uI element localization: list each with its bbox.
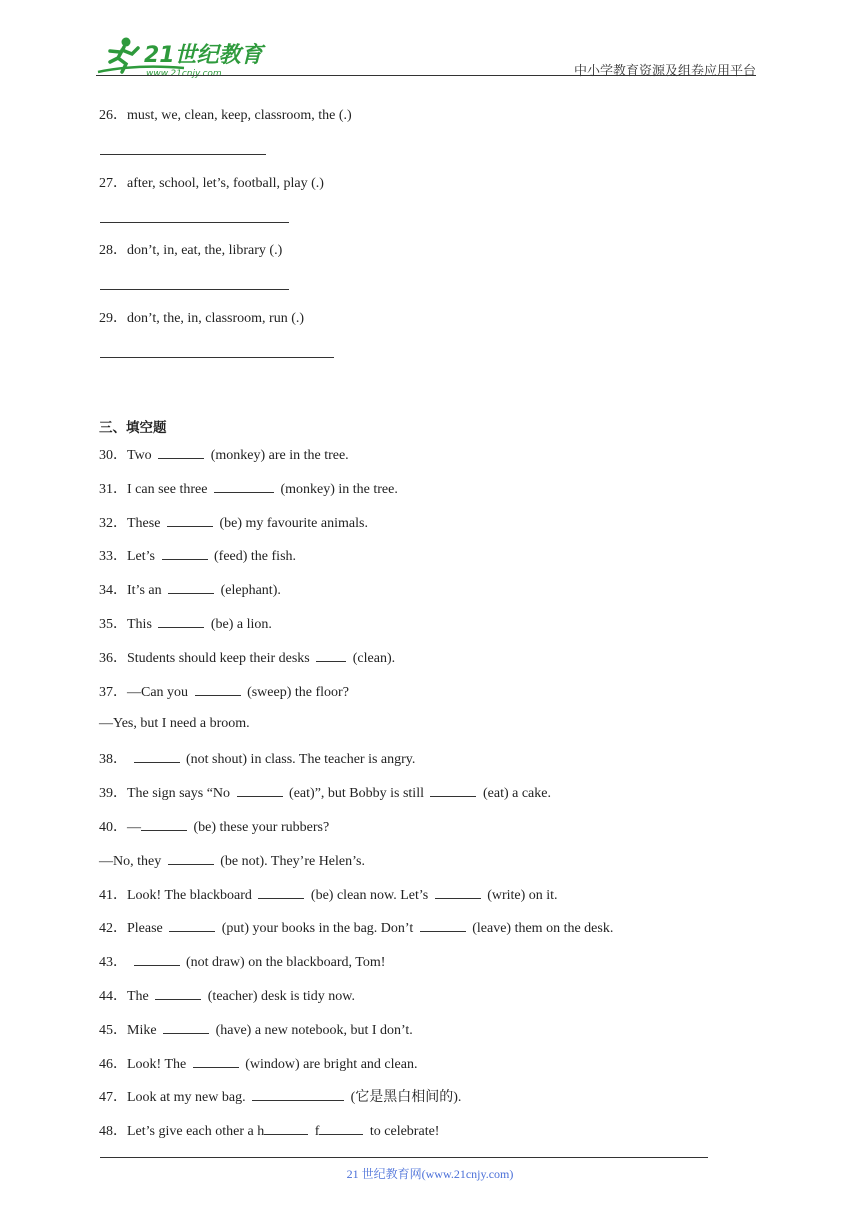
answer-line-27[interactable] <box>100 222 289 223</box>
question-32: 32．These (be) my favourite animals. <box>99 513 368 533</box>
answer-blank[interactable] <box>168 580 214 594</box>
question-text: don’t, in, eat, the, library (.) <box>127 243 283 258</box>
logo-url: www.21cnjy.com <box>146 69 222 79</box>
question-28 <box>99 242 282 260</box>
answer-blank[interactable] <box>141 817 187 831</box>
question-46: 46．Look! The (window) are bright and clean. <box>99 1054 417 1074</box>
question-27 <box>99 175 324 193</box>
question-29 <box>99 310 304 328</box>
question-30: 30．Two (monkey) are in the tree. <box>99 445 349 465</box>
answer-blank[interactable] <box>252 1087 344 1101</box>
question-number: 28． <box>99 243 127 258</box>
answer-blank[interactable] <box>258 885 304 899</box>
question-36: 36．Students should keep their desks (clean). <box>99 648 395 668</box>
answer-blank[interactable] <box>158 614 204 628</box>
answer-blank[interactable] <box>162 546 208 560</box>
answer-blank[interactable] <box>169 918 215 932</box>
answer-blank[interactable] <box>155 986 201 1000</box>
answer-blank[interactable] <box>237 783 283 797</box>
question-33: 33．Let’s (feed) the fish. <box>99 546 296 566</box>
question-47: 47．Look at my new bag. (它是黑白相间的). <box>99 1087 461 1107</box>
question-38: 38． (not shout) in class. The teacher is angry. <box>99 749 415 769</box>
answer-blank[interactable] <box>168 851 214 865</box>
answer-blank[interactable] <box>319 1121 363 1135</box>
logo-wordmark: 21世纪教育 <box>144 43 263 68</box>
answer-blank[interactable] <box>214 479 274 493</box>
footer-text[interactable]: 21 世纪教育网(www.21cnjy.com) <box>346 1167 514 1181</box>
question-41: 41．Look! The blackboard (be) clean now. Let’s (write) on it. <box>99 885 558 905</box>
question-39: 39．The sign says “No (eat)”, but Bobby is still (eat) a cake. <box>99 783 551 803</box>
question-37-reply: —Yes, but I need a broom. <box>99 716 250 731</box>
question-number: 29． <box>99 311 127 326</box>
question-43: 43． (not draw) on the blackboard, Tom! <box>99 952 385 972</box>
question-40: 40．— (be) these your rubbers? <box>99 817 329 837</box>
question-37: 37．—Can you (sweep) the floor? <box>99 682 349 702</box>
answer-blank[interactable] <box>158 445 204 459</box>
21cnjy-logo <box>96 34 266 80</box>
answer-blank[interactable] <box>316 648 346 662</box>
answer-blank[interactable] <box>193 1054 239 1068</box>
question-34: 34．It’s an (elephant). <box>99 580 281 600</box>
header-divider <box>96 75 756 76</box>
question-35: 35．This (be) a lion. <box>99 614 272 634</box>
question-42: 42．Please (put) your books in the bag. Don’t (leave) them on the desk. <box>99 918 613 938</box>
answer-line-28[interactable] <box>100 289 289 290</box>
question-text: must, we, clean, keep, classroom, the (.) <box>127 108 352 123</box>
question-45: 45．Mike (have) a new notebook, but I don’t. <box>99 1020 413 1040</box>
question-26 <box>99 107 352 125</box>
answer-blank[interactable] <box>167 513 213 527</box>
question-text: don’t, the, in, classroom, run (.) <box>127 311 305 326</box>
question-number: 27． <box>99 176 127 191</box>
answer-blank[interactable] <box>420 918 466 932</box>
platform-name: 中小学教育资源及组卷应用平台 <box>573 63 756 78</box>
question-number: 26． <box>99 108 127 123</box>
answer-blank[interactable] <box>134 952 180 966</box>
question-31: 31．I can see three (monkey) in the tree. <box>99 479 398 499</box>
answer-line-26[interactable] <box>100 154 266 155</box>
answer-blank[interactable] <box>435 885 481 899</box>
question-44: 44．The (teacher) desk is tidy now. <box>99 986 355 1006</box>
answer-blank[interactable] <box>195 682 241 696</box>
question-40-reply: —No, they (be not). They’re Helen’s. <box>99 851 365 871</box>
page-header <box>96 28 756 78</box>
answer-line-29[interactable] <box>100 357 334 358</box>
answer-blank[interactable] <box>264 1121 308 1135</box>
footer-divider <box>100 1157 708 1158</box>
section-title: 三、填空题 <box>99 420 167 436</box>
answer-blank[interactable] <box>134 749 180 763</box>
question-text: after, school, let’s, football, play (.) <box>127 176 324 191</box>
answer-blank[interactable] <box>430 783 476 797</box>
answer-blank[interactable] <box>163 1020 209 1034</box>
question-48: 48．Let’s give each other a h f to celebrate! <box>99 1121 439 1141</box>
